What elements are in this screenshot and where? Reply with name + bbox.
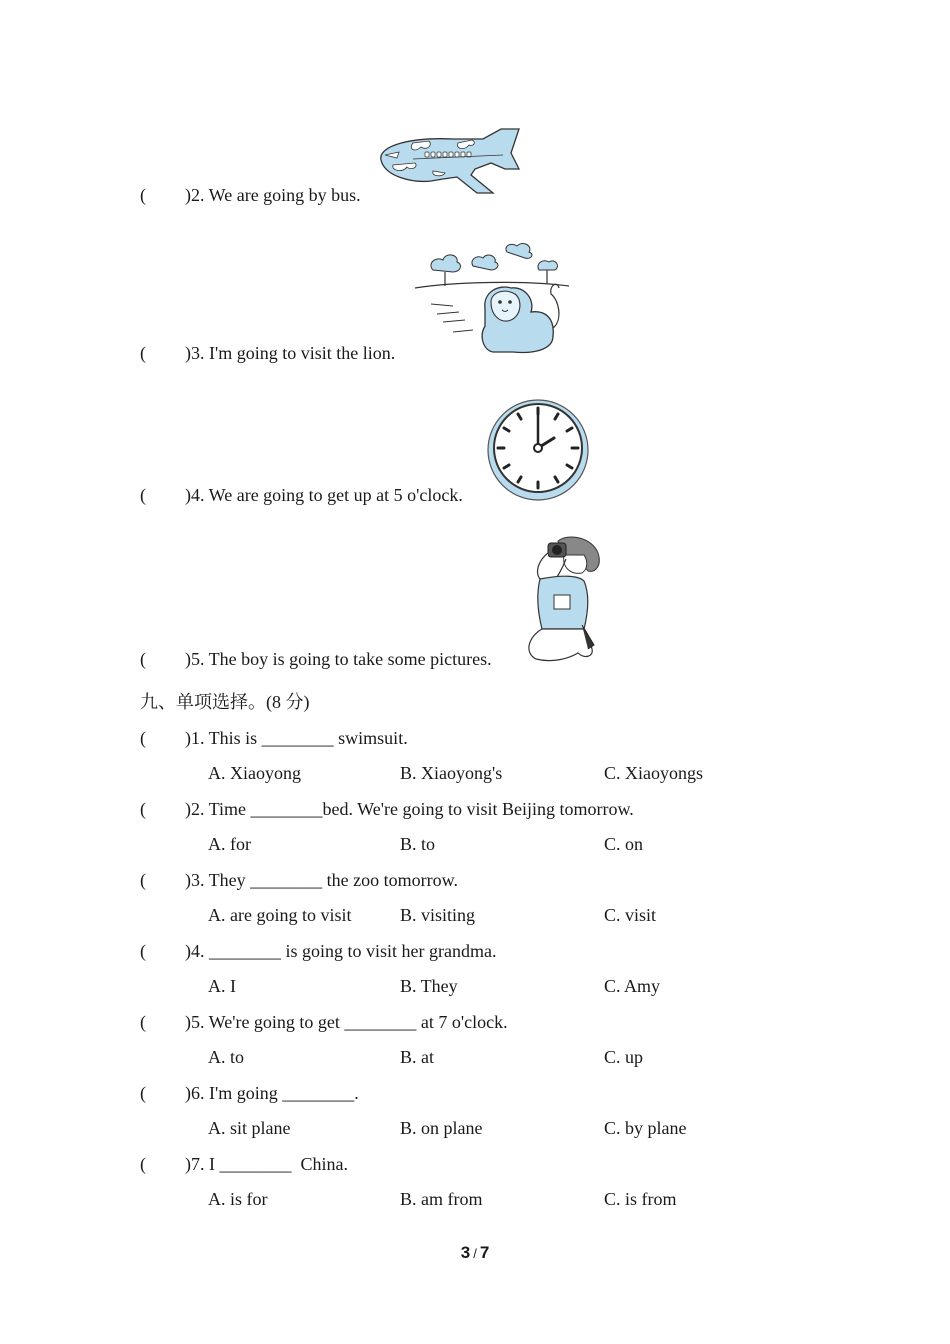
option-b: B. on plane xyxy=(400,1118,483,1138)
option-b: B. Xiaoyong's xyxy=(400,763,503,783)
page-separator: / xyxy=(473,1246,477,1261)
page-total: 7 xyxy=(479,1243,490,1262)
option-c: C. is from xyxy=(604,1189,677,1209)
section-score: (8 分) xyxy=(266,692,310,712)
answer-paren: ( xyxy=(140,649,146,669)
option-c: C. on xyxy=(604,834,644,854)
answer-paren: ( xyxy=(140,1012,146,1032)
question-text: )7. I ________ China. xyxy=(185,1154,348,1174)
option-a: A. is for xyxy=(208,1189,268,1209)
page-number xyxy=(0,1243,950,1263)
answer-paren: ( xyxy=(140,941,146,961)
question-text: )3. I'm going to visit the lion. xyxy=(185,343,396,363)
option-b: B. visiting xyxy=(400,905,476,925)
option-a: A. I xyxy=(208,976,236,996)
lion-icon xyxy=(413,240,573,358)
answer-paren: ( xyxy=(140,485,146,505)
option-a: A. are going to visit xyxy=(208,905,352,925)
option-a: A. for xyxy=(208,834,251,854)
answer-paren: ( xyxy=(140,1083,146,1103)
option-b: B. am from xyxy=(400,1189,483,1209)
option-a: A. to xyxy=(208,1047,244,1067)
question-text: )2. We are going by bus. xyxy=(185,185,361,205)
option-c: C. by plane xyxy=(604,1118,687,1138)
question-text: )1. This is ________ swimsuit. xyxy=(185,728,408,748)
question-text: )5. The boy is going to take some pictures. xyxy=(185,649,492,669)
option-c: C. visit xyxy=(604,905,657,925)
option-b: B. to xyxy=(400,834,436,854)
option-c: C. up xyxy=(604,1047,644,1067)
answer-paren: ( xyxy=(140,799,146,819)
boy-with-camera-icon xyxy=(518,533,608,665)
airplane-icon xyxy=(373,125,523,197)
question-text: )4. ________ is going to visit her grandma. xyxy=(185,941,497,961)
answer-paren: ( xyxy=(140,185,146,205)
option-b: B. They xyxy=(400,976,458,996)
question-text: )6. I'm going ________. xyxy=(185,1083,359,1103)
option-b: B. at xyxy=(400,1047,434,1067)
answer-paren: ( xyxy=(140,343,146,363)
option-c: C. Xiaoyongs xyxy=(604,763,703,783)
question-text: )4. We are going to get up at 5 o'clock. xyxy=(185,485,463,505)
question-text: )5. We're going to get ________ at 7 o'clock. xyxy=(185,1012,508,1032)
page-current: 3 xyxy=(460,1243,471,1262)
option-a: A. sit plane xyxy=(208,1118,291,1138)
answer-paren: ( xyxy=(140,728,146,748)
section-title-text: 九、单项选择。 xyxy=(140,692,266,713)
section-title xyxy=(140,691,310,714)
question-text: )3. They ________ the zoo tomorrow. xyxy=(185,870,458,890)
answer-paren: ( xyxy=(140,870,146,890)
clock-icon xyxy=(484,398,590,502)
option-c: C. Amy xyxy=(604,976,661,996)
answer-paren: ( xyxy=(140,1154,146,1174)
option-a: A. Xiaoyong xyxy=(208,763,301,783)
question-text: )2. Time ________bed. We're going to visit Beijing tomorrow. xyxy=(185,799,634,819)
